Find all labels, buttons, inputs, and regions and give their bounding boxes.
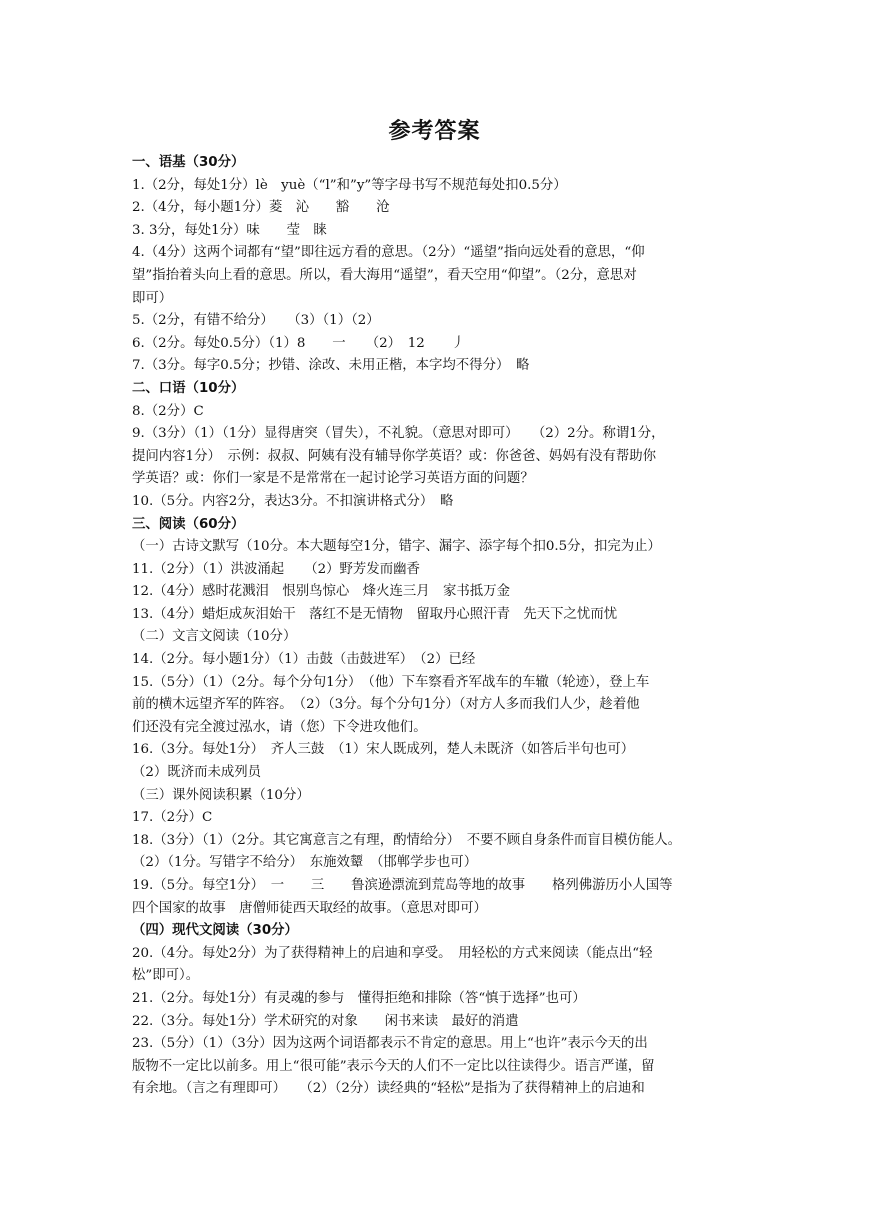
answer-line: 22.（3分。每处1分）学术研究的对象 闲书来读 最好的消遣 (132, 1013, 519, 1029)
answer-line: （2）（1分。写错字不给分） 东施效颦 （邯郸学步也可） (132, 855, 478, 871)
answer-line: 6.（2分。每处0.5分）（1）8 一 （2） 12 丿 (132, 335, 465, 351)
answer-line: 即可） (132, 290, 173, 306)
section-heading: （四）现代文阅读（30分） (132, 923, 298, 939)
answer-line: 10.（5分。内容2分，表达3分。不扣演讲格式分） 略 (132, 493, 454, 509)
answer-line: 18.（3分）（1）（2分。其它寓意言之有理，酌情给分） 不要不顾自身条件而盲目模仿能人。 (132, 832, 681, 848)
answer-line: 11.（2分）（1）洪波涌起 （2）野芳发而幽香 (132, 561, 420, 577)
answer-line: 13.（4分）蜡炬成灰泪始干 落红不是无情物 留取丹心照汗青 先天下之忧而忧 (132, 606, 618, 622)
answer-line: 20.（4分。每处2分）为了获得精神上的启迪和享受。 用轻松的方式来阅读（能点出“轻 (132, 945, 653, 961)
answer-line: 前的横木远望齐军的阵容。 （2）（3分。每个分句1分）（对方人多而我们人少，趁着他 (132, 697, 640, 713)
answer-line: 19.（5分。每空1分） 一 三 鲁滨逊漂流到荒岛等地的故事 格列佛游历小人国等 (132, 878, 673, 893)
answer-line: （一）古诗文默写（10分。本大题每空1分，错字、漏字、添字每个扣0.5分，扣完为止） (132, 539, 661, 555)
answer-content (132, 152, 742, 1101)
answer-line: （三）课外阅读积累（10分） (132, 787, 310, 803)
answer-line: 21.（2分。每处1分）有灵魂的参与 懂得拒绝和排除（答“慎于选择”也可） (132, 990, 586, 1006)
answer-line: 17.（2分）C (132, 810, 213, 826)
answer-line: 5.（2分，有错不给分） （3）（1）（2） (132, 313, 380, 329)
section-heading: 一、语基（30分） (132, 155, 245, 170)
answer-line: 9.（3分）（1）（1分）显得唐突（冒失），不礼貌。（意思对即可） （2）2分。称谓1分， (132, 426, 665, 442)
answer-line: 2.（4分，每小题1分）菱 沁 豁 沧 (132, 200, 390, 216)
answer-line: 16.（3分。每处1分） 齐人三鼓 （1）宋人既成列，楚人未既济（如答后半句也可） (132, 742, 635, 758)
answer-line: 学英语？或：你们一家是不是常常在一起讨论学习英语方面的问题？ (132, 471, 534, 487)
page-title: 参考答案 (388, 119, 481, 144)
answer-line: 望”指抬着头向上看的意思。所以，看大海用“遥望”，看天空用“仰望”。（2分，意思对 (132, 267, 637, 283)
answer-line: 14.（2分。每小题1分）（1）击鼓（击鼓进军） （2）已经 (132, 652, 476, 668)
answer-line: 12.（4分）感时花溅泪 恨别鸟惊心 烽火连三月 家书抵万金 (132, 584, 510, 600)
answer-line: （二）文言文阅读（10分） (132, 629, 297, 645)
answer-line: 有余地。（言之有理即可） （2）（2分）读经典的“轻松”是指为了获得精神上的启迪和 (132, 1081, 645, 1097)
answer-line: 7.（3分。每字0.5分；抄错、涂改、未用正楷，本字均不得分） 略 (132, 358, 530, 374)
answer-line: 4.（4分）这两个词都有“望”即往远方看的意思。（2分）“遥望”指向远处看的意思，“仰 (132, 245, 645, 261)
answer-line: 15.（5分）（1）（2分。每个分句1分） （他）下车察看齐军战车的车辙（轮迹），登上车 (132, 674, 650, 690)
answer-line: 1.（2分，每处1分）lè yuè（“l”和”y”等字母书写不规范每处扣0.5分） (132, 177, 567, 193)
answer-line: 23.（5分）（1）（3分）因为这两个词语都表示不肯定的意思。用上“也许”表示今天的出 (132, 1036, 648, 1052)
answer-line: 8.（2分）C (132, 403, 204, 419)
section-heading: 二、口语（10分） (132, 380, 245, 396)
answer-line: 松”即可）。 (132, 968, 200, 984)
answer-line: 四个国家的故事 唐僧师徒西天取经的故事。（意思对即可） (132, 900, 487, 916)
answer-line: 提问内容1分） 示例：叔叔、阿姨有没有辅导你学英语？或：你爸爸、妈妈有没有帮助你 (132, 448, 657, 464)
answer-line: （2）既济而未成列员 (132, 765, 262, 781)
answer-line: 们还没有完全渡过泓水，请（您）下令进攻他们。 (132, 719, 427, 735)
answer-line: 3. 3分，每处1分）味 莹 睐 (132, 222, 327, 238)
answer-line: 版物不一定比以前多。用上“很可能”表示今天的人们不一定比以往读得少。语言严谨，留 (132, 1058, 655, 1074)
section-heading: 三、阅读（60分） (132, 516, 245, 532)
